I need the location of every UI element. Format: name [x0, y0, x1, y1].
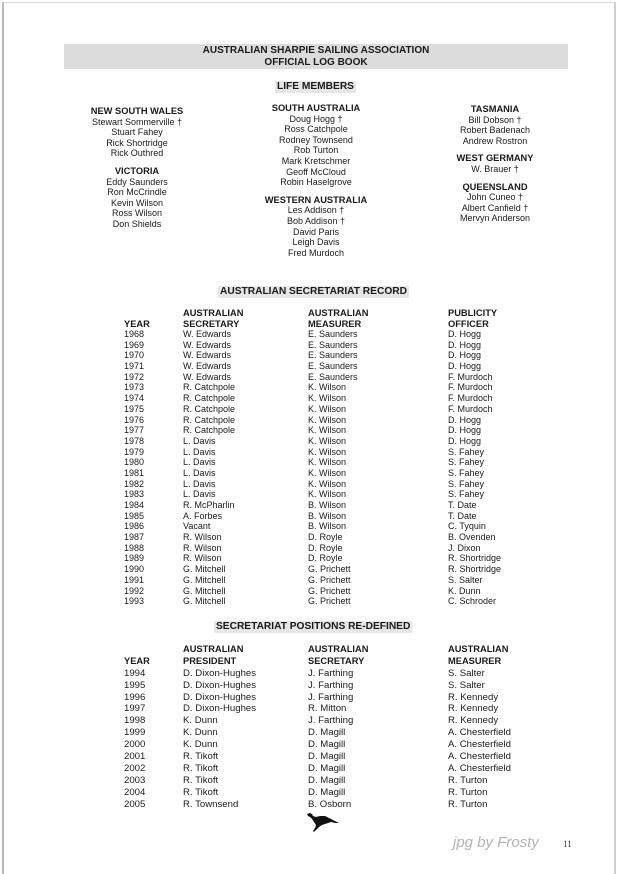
name-cell: C. Schroder	[448, 596, 497, 607]
year-cell: 2005	[124, 798, 146, 810]
name-cell: D. Hogg	[448, 339, 482, 350]
name-cell: G. Mitchell	[183, 596, 226, 607]
name-cell: D. Magill	[308, 786, 346, 798]
name-cell: K. Dunn	[448, 585, 481, 596]
name-cell: S. Salter	[448, 667, 485, 679]
name-cell: J. Farthing	[308, 691, 354, 703]
name-cell: R. Shortridge	[448, 564, 502, 575]
name-cell: L. Davis	[183, 435, 216, 446]
name-cell: C. Tyquin	[448, 521, 486, 532]
member-name: Mervyn Anderson	[459, 213, 531, 224]
member-name: Andrew Rostron	[462, 135, 528, 146]
name-cell: W. Edwards	[183, 361, 232, 372]
year-cell: 2002	[124, 762, 146, 774]
name-cell: D. Royle	[308, 532, 343, 543]
name-cell: K. Wilson	[308, 489, 347, 500]
name-cell: R. Wilson	[183, 542, 222, 553]
name-cell: R. Tikoft	[183, 751, 219, 763]
member-name: Stewart Sommerville †	[91, 116, 183, 127]
name-cell: W. Edwards	[183, 371, 232, 382]
name-cell: A. Forbes	[183, 510, 223, 521]
column-header: AUSTRALIAN	[183, 308, 244, 318]
member-name: Les Addison †	[287, 205, 345, 216]
year-cell: 1973	[124, 382, 145, 393]
year-cell: 1992	[124, 585, 145, 596]
name-cell: K. Wilson	[308, 414, 347, 425]
member-name: Rick Shortridge	[106, 137, 168, 148]
name-cell: R. Turton	[448, 786, 488, 798]
life-members-group	[258, 195, 374, 259]
name-cell: B. Wilson	[308, 510, 347, 521]
year-cell: 1972	[124, 371, 145, 382]
name-cell: R. Tikoft	[183, 762, 219, 774]
name-cell: Vacant	[183, 521, 211, 532]
name-cell: R. Tikoft	[183, 786, 219, 798]
name-cell: E. Saunders	[308, 350, 358, 361]
name-cell: G. Prichett	[308, 564, 351, 575]
column-header: YEAR	[124, 318, 150, 329]
year-cell: 1987	[124, 532, 145, 543]
name-cell: D. Dixon-Hughes	[183, 703, 257, 715]
column-header: AUSTRALIAN	[308, 308, 369, 318]
life-members-column-2	[258, 103, 374, 265]
name-cell: R. Kennedy	[448, 715, 499, 727]
year-cell: 2001	[124, 751, 146, 763]
year-cell: 1990	[124, 564, 145, 575]
name-cell: R. Catchpole	[183, 414, 236, 425]
name-cell: D. Magill	[308, 751, 346, 763]
name-cell: D. Dixon-Hughes	[183, 667, 257, 679]
header-subtitle: OFFICIAL LOG BOOK	[264, 56, 368, 68]
name-cell: K. Dunn	[183, 727, 218, 739]
name-cell: K. Wilson	[308, 446, 347, 457]
year-cell: 1998	[124, 715, 146, 727]
name-cell: R. Kennedy	[448, 691, 499, 703]
state-heading: SOUTH AUSTRALIA	[271, 103, 361, 113]
life-members-title: LIFE MEMBERS	[277, 81, 354, 92]
state-heading: NEW SOUTH WALES	[90, 106, 184, 116]
column-header: SECRETARY	[183, 318, 240, 329]
year-cell: 1986	[124, 521, 145, 532]
name-cell: D. Hogg	[448, 361, 482, 372]
year-cell: 1982	[124, 478, 145, 489]
name-cell: W. Edwards	[183, 350, 232, 361]
year-cell: 1980	[124, 457, 145, 468]
year-cell: 1996	[124, 691, 146, 703]
life-members-group	[258, 103, 374, 188]
member-name: W. Brauer †	[471, 163, 519, 174]
name-cell: D. Royle	[308, 553, 343, 564]
year-cell: 1970	[124, 350, 145, 361]
name-cell: F. Murdoch	[448, 403, 493, 414]
member-name: Ross Wilson	[111, 208, 162, 219]
name-cell: S. Fahey	[448, 446, 485, 457]
name-cell: S. Salter	[448, 679, 485, 691]
name-cell: R. Wilson	[183, 532, 222, 543]
column-header: MEASURER	[308, 318, 362, 329]
member-name: Robin Haselgrove	[280, 177, 352, 188]
year-cell: 1977	[124, 425, 145, 436]
name-cell: G. Prichett	[308, 585, 351, 596]
name-cell: E. Saunders	[308, 371, 358, 382]
name-cell: J. Farthing	[308, 667, 354, 679]
name-cell: T. Date	[448, 500, 477, 510]
member-name: Kevin Wilson	[110, 197, 164, 208]
name-cell: J. Farthing	[308, 679, 354, 691]
name-cell: K. Dunn	[183, 739, 218, 751]
year-cell: 1985	[124, 510, 145, 521]
name-cell: R. Turton	[448, 798, 488, 810]
name-cell: K. Wilson	[308, 435, 347, 446]
column-header: AUSTRALIAN	[183, 644, 244, 654]
name-cell: T. Date	[448, 510, 477, 521]
column-header: PUBLICITY	[448, 308, 498, 318]
name-cell: D. Dixon-Hughes	[183, 691, 257, 703]
name-cell: A. Chesterfield	[448, 727, 511, 739]
name-cell: E. Saunders	[308, 339, 358, 350]
name-cell: R. Townsend	[183, 798, 239, 810]
year-cell: 1997	[124, 703, 146, 715]
name-cell: R. Catchpole	[183, 425, 236, 436]
year-cell: 1974	[124, 393, 145, 404]
name-cell: K. Wilson	[308, 403, 347, 414]
name-cell: S. Fahey	[448, 478, 485, 489]
name-cell: F. Murdoch	[448, 371, 493, 382]
year-cell: 1976	[124, 414, 145, 425]
name-cell: E. Saunders	[308, 329, 358, 339]
member-name: Bob Addison †	[286, 215, 346, 226]
name-cell: K. Dunn	[183, 715, 218, 727]
life-members-group	[440, 153, 550, 174]
year-cell: 1993	[124, 596, 145, 607]
column-header: PRESIDENT	[183, 655, 237, 666]
name-cell: D. Magill	[308, 727, 346, 739]
name-cell: G. Prichett	[308, 574, 351, 585]
name-cell: L. Davis	[183, 478, 216, 489]
name-cell: F. Murdoch	[448, 393, 493, 404]
life-members-group	[440, 104, 550, 146]
name-cell: R. Wilson	[183, 553, 222, 564]
name-cell: D. Magill	[308, 739, 346, 751]
member-name: Rick Outhred	[110, 148, 164, 159]
member-name: Eddy Saunders	[106, 176, 168, 187]
year-cell: 1988	[124, 542, 145, 553]
year-cell: 1983	[124, 489, 145, 500]
name-cell: W. Edwards	[183, 339, 232, 350]
state-heading: VICTORIA	[114, 165, 160, 176]
column-header: AUSTRALIAN	[448, 644, 509, 654]
year-cell: 1979	[124, 446, 145, 457]
name-cell: S. Fahey	[448, 489, 485, 500]
member-name: Don Shields	[112, 218, 162, 229]
name-cell: K. Wilson	[308, 457, 347, 468]
name-cell: R. McPharlin	[183, 500, 235, 510]
name-cell: D. Dixon-Hughes	[183, 679, 257, 691]
name-cell: S. Salter	[448, 574, 483, 585]
name-cell: K. Wilson	[308, 393, 347, 404]
watermark-text: jpg by Frosty	[453, 834, 539, 851]
member-name: Geoff McCloud	[286, 166, 346, 177]
name-cell: K. Wilson	[308, 382, 347, 393]
name-cell: D. Royle	[308, 542, 343, 553]
page-number: 11	[563, 839, 572, 849]
year-cell: 1984	[124, 500, 145, 510]
name-cell: W. Edwards	[183, 329, 232, 339]
name-cell: B. Ovenden	[448, 532, 496, 543]
member-name: David Paris	[292, 226, 339, 237]
year-cell: 1995	[124, 679, 146, 691]
secretariat-record-title: AUSTRALIAN SECRETARIAT RECORD	[220, 286, 407, 297]
member-name: Ron McCrindle	[107, 187, 167, 198]
name-cell: G. Prichett	[308, 596, 351, 607]
name-cell: R. Kennedy	[448, 703, 499, 715]
year-cell: 1975	[124, 403, 145, 414]
state-heading: QUEENSLAND	[462, 181, 528, 192]
name-cell: R. Mitton	[308, 703, 347, 715]
state-heading: TASMANIA	[470, 104, 520, 114]
name-cell: A. Chesterfield	[448, 739, 511, 751]
member-name: Leigh Davis	[292, 237, 340, 248]
name-cell: R. Shortridge	[448, 553, 502, 564]
name-cell: R. Tikoft	[183, 774, 219, 786]
year-cell: 1969	[124, 339, 145, 350]
name-cell: B. Wilson	[308, 521, 347, 532]
life-members-column-3	[440, 104, 550, 231]
column-header: AUSTRALIAN	[308, 644, 369, 654]
name-cell: A. Chesterfield	[448, 751, 511, 763]
name-cell: D. Hogg	[448, 329, 482, 339]
name-cell: S. Fahey	[448, 457, 485, 468]
name-cell: D. Hogg	[448, 425, 482, 436]
year-cell: 2000	[124, 739, 146, 751]
name-cell: B. Osborn	[308, 798, 352, 810]
name-cell: J. Farthing	[308, 715, 354, 727]
name-cell: E. Saunders	[308, 361, 358, 372]
year-cell: 1989	[124, 553, 145, 564]
year-cell: 1971	[124, 361, 145, 372]
kangaroo-icon	[306, 811, 340, 833]
name-cell: S. Fahey	[448, 467, 485, 478]
member-name: Rodney Townsend	[279, 134, 353, 145]
name-cell: D. Hogg	[448, 435, 482, 446]
name-cell: L. Davis	[183, 489, 216, 500]
name-cell: R. Catchpole	[183, 382, 236, 393]
name-cell: B. Wilson	[308, 500, 347, 510]
column-header: MEASURER	[448, 655, 502, 666]
year-cell: 2004	[124, 786, 146, 798]
member-name: Fred Murdoch	[287, 247, 345, 258]
name-cell: G. Mitchell	[183, 564, 226, 575]
member-name: John Cuneo †	[466, 192, 524, 203]
positions-redefined-title: SECRETARIAT POSITIONS RE-DEFINED	[216, 621, 411, 632]
name-cell: G. Mitchell	[183, 585, 226, 596]
name-cell: A. Chesterfield	[448, 762, 511, 774]
column-header: OFFICER	[448, 318, 489, 329]
name-cell: G. Mitchell	[183, 574, 226, 585]
name-cell: K. Wilson	[308, 425, 347, 436]
name-cell: D. Magill	[308, 774, 346, 786]
column-header: YEAR	[124, 655, 150, 666]
member-name: Bill Dobson †	[468, 114, 522, 125]
name-cell: L. Davis	[183, 446, 216, 457]
name-cell: R. Turton	[448, 774, 488, 786]
year-cell: 1981	[124, 467, 145, 478]
life-members-group	[440, 182, 550, 224]
document-header	[64, 44, 568, 69]
name-cell: L. Davis	[183, 467, 216, 478]
year-cell: 1978	[124, 435, 145, 446]
name-cell: K. Wilson	[308, 478, 347, 489]
life-members-group	[82, 106, 192, 159]
name-cell: D. Hogg	[448, 414, 482, 425]
member-name: Doug Hogg †	[289, 113, 343, 124]
year-cell: 1994	[124, 667, 146, 679]
member-name: Robert Badenach	[459, 125, 531, 136]
member-name: Ross Catchpole	[284, 124, 348, 135]
name-cell: R. Catchpole	[183, 403, 236, 414]
year-cell: 1968	[124, 329, 145, 339]
member-name: Albert Canfield †	[461, 202, 529, 213]
name-cell: L. Davis	[183, 457, 216, 468]
header-title: AUSTRALIAN SHARPIE SAILING ASSOCIATION	[202, 45, 430, 56]
life-members-column-1	[82, 106, 192, 237]
member-name: Mark Kretschmer	[281, 155, 351, 166]
life-members-group	[82, 166, 192, 230]
name-cell: F. Murdoch	[448, 382, 493, 393]
name-cell: D. Magill	[308, 762, 346, 774]
state-heading: WESTERN AUSTRALIA	[264, 194, 368, 205]
name-cell: D. Hogg	[448, 350, 482, 361]
member-name: Rob Turton	[293, 145, 339, 156]
column-header: SECRETARY	[308, 655, 365, 666]
year-cell: 1999	[124, 727, 146, 739]
year-cell: 1991	[124, 574, 145, 585]
state-heading: WEST GERMANY	[456, 153, 534, 164]
member-name: Stuart Fahey	[111, 127, 163, 138]
year-cell: 2003	[124, 774, 146, 786]
name-cell: J. Dixon	[448, 542, 481, 553]
name-cell: R. Catchpole	[183, 393, 236, 404]
name-cell: K. Wilson	[308, 467, 347, 478]
